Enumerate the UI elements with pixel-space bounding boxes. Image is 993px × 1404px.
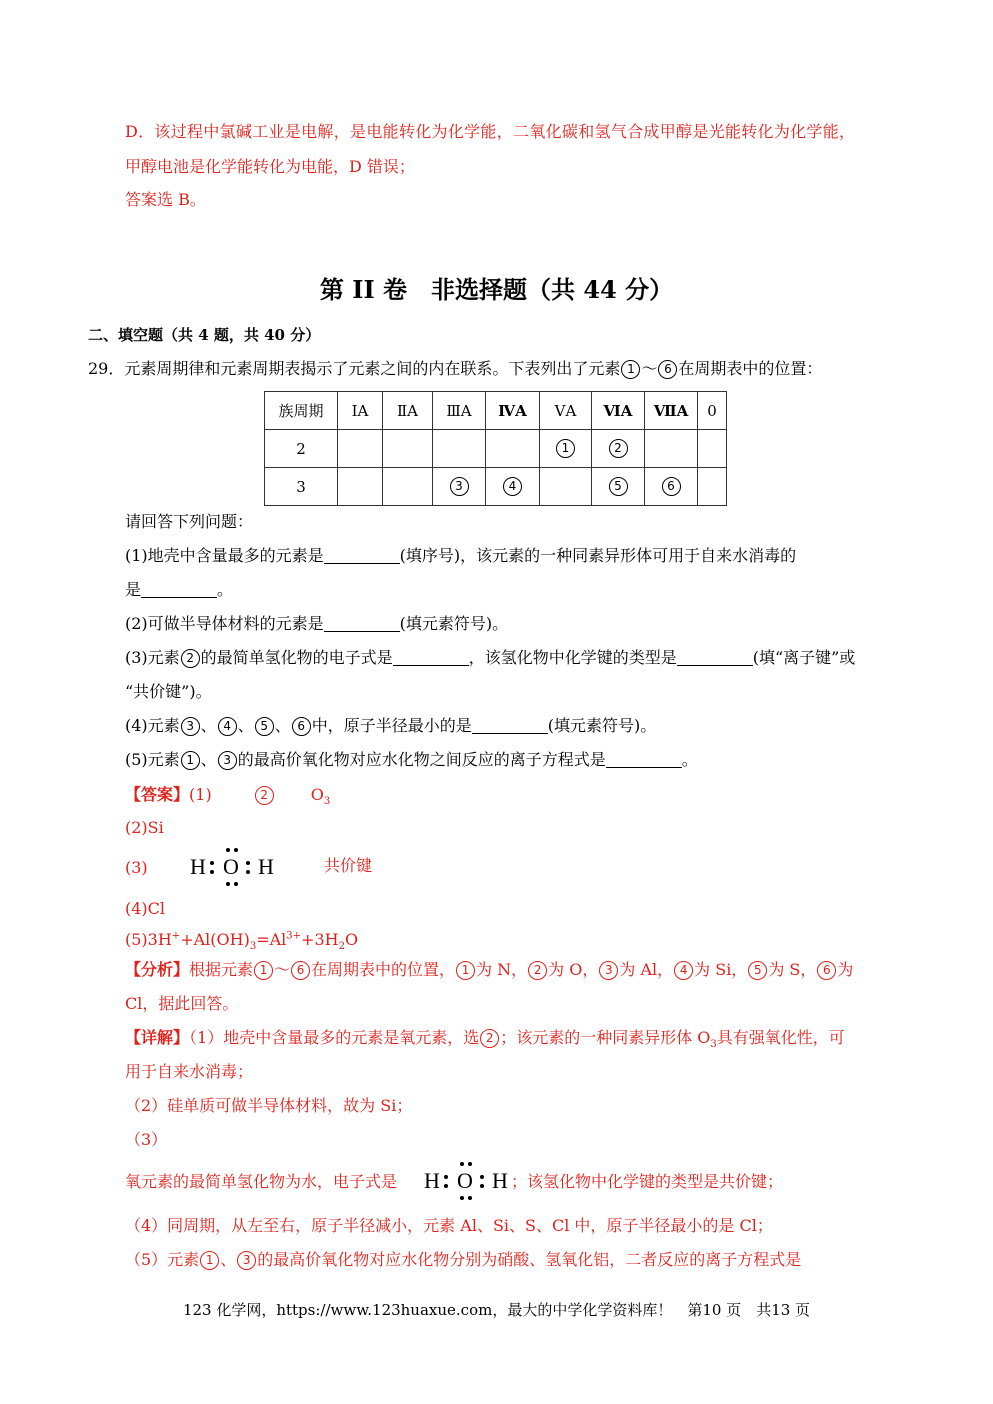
answer-line-2: (2)Si — [125, 818, 164, 837]
answer-line-3-label: (3) — [125, 858, 148, 877]
section-title: 第 II 卷 非选择题（共 44 分） — [319, 275, 674, 304]
analysis-text: ～ — [274, 960, 291, 979]
lewis-structure-water — [190, 848, 280, 888]
electron-dot — [444, 1175, 448, 1179]
table-cell — [383, 468, 433, 506]
table-header-cell: ⅥA — [592, 392, 645, 430]
sub-question-3-cont: “共价键”)。 — [125, 682, 212, 701]
circle-number: 2 — [181, 649, 200, 668]
circle-number: 5 — [609, 477, 628, 496]
periodic-table — [264, 391, 727, 506]
circle-number: 4 — [218, 717, 237, 736]
prev-answer-choice: 答案选 B。 — [125, 190, 206, 209]
table-cell — [383, 430, 433, 468]
equation-part: +Al(OH) — [180, 930, 250, 949]
answer-blank[interactable] — [141, 581, 217, 598]
sub-question-2 — [125, 614, 508, 634]
detail-line-3-text: 氧元素的最简单氢化物为水，电子式是 — [125, 1172, 398, 1191]
q2-text: (填元素符号)。 — [399, 614, 509, 633]
circle-number: 6 — [662, 477, 681, 496]
table-cell — [540, 468, 592, 506]
circle-number: 1 — [556, 439, 575, 458]
circle-number: 6 — [291, 961, 310, 980]
detail-line-4: （4）同周期，从左至右，原子半径减小，元素 Al、Si、S、Cl 中，原子半径最小的是 Cl； — [125, 1216, 773, 1235]
superscript: 3+ — [286, 930, 302, 942]
q1-text: 是 — [125, 580, 142, 599]
q4-text: 中，原子半径最小的是 — [311, 716, 472, 735]
prompt: 请回答下列问题： — [125, 512, 254, 531]
electron-dot — [246, 861, 250, 865]
equation-part: +3H — [301, 930, 339, 949]
separator: 、 — [237, 716, 254, 735]
prev-answer-line-d2: 甲醇电池是化学能转化为电能，D 错误； — [125, 157, 415, 176]
detail-line-1 — [125, 1028, 845, 1051]
table-cell — [645, 468, 698, 506]
lewis-hydrogen: H — [190, 854, 206, 879]
q1-text: (1)地壳中含量最多的元素是 — [125, 546, 324, 565]
electron-dot — [460, 1196, 464, 1200]
subscript: 3 — [710, 1039, 717, 1051]
circle-number: 4 — [674, 961, 693, 980]
table-cell: 3 — [265, 468, 338, 506]
table-cell — [698, 430, 727, 468]
subscript: 3 — [323, 796, 331, 808]
circle-number: 3 — [181, 717, 200, 736]
separator: 、 — [200, 750, 217, 769]
detail-text: 具有强氧化性，可 — [716, 1028, 845, 1047]
table-row — [265, 468, 727, 506]
circle-number: 3 — [599, 961, 618, 980]
circle-number: 2 — [609, 439, 628, 458]
q1-text: (填序号)，该元素的一种同素异形体可用于自来水消毒的 — [399, 546, 797, 565]
electron-dot — [210, 861, 214, 865]
electron-dot — [480, 1175, 484, 1179]
analysis-text: 为 O， — [548, 960, 599, 979]
answer-blank[interactable] — [324, 547, 400, 564]
detail-tag: 【详解】 — [125, 1028, 190, 1047]
circle-number: 3 — [218, 751, 237, 770]
detail-line-5 — [125, 1250, 801, 1270]
answer-tag: 【答案】 — [125, 785, 190, 804]
analysis-line-1 — [125, 960, 853, 980]
table-cell — [540, 430, 592, 468]
analysis-text: 为 Si， — [694, 960, 748, 979]
circle-number: 2 — [255, 786, 274, 805]
detail-text: （1）地壳中含量最多的元素是氧元素，选 — [189, 1028, 480, 1047]
circle-number: 2 — [480, 1029, 499, 1048]
separator: 、 — [200, 716, 217, 735]
table-header-cell: 0 — [698, 392, 727, 430]
table-header-cell: ⅣA — [486, 392, 540, 430]
electron-dot — [210, 870, 214, 874]
table-cell — [338, 468, 383, 506]
stem-tilde: ～ — [641, 359, 658, 378]
detail-line-2: （2）硅单质可做半导体材料，故为 Si； — [125, 1096, 413, 1115]
detail-line-3: （3） — [125, 1130, 168, 1149]
table-cell — [592, 468, 645, 506]
answer-bond-type: 共价键 — [324, 856, 373, 875]
equation-part: O — [344, 930, 359, 949]
circle-number: 4 — [503, 477, 522, 496]
electron-dot — [246, 870, 250, 874]
circle-number: 3 — [237, 1251, 256, 1270]
stem-text: 元素周期律和元素周期表揭示了元素之间的内在联系。下表列出了元素 — [124, 359, 621, 378]
table-row — [265, 430, 727, 468]
table-cell: 2 — [265, 430, 338, 468]
analysis-text: 根据元素 — [189, 960, 254, 979]
answer-line-4: (4)Cl — [125, 899, 166, 918]
q4-text: (填元素符号)。 — [547, 716, 657, 735]
circle-number: 1 — [181, 751, 200, 770]
q2-text: (2)可做半导体材料的元素是 — [125, 614, 324, 633]
sub-question-5 — [125, 750, 698, 770]
lewis-oxygen: O — [457, 1168, 473, 1193]
sub-question-3 — [125, 648, 855, 668]
circle-number: 2 — [528, 961, 547, 980]
electron-dot — [468, 1162, 472, 1166]
table-cell — [486, 430, 540, 468]
detail-text: 的最高价氧化物对应水化物分别为硝酸、氢氧化铝，二者反应的离子方程式是 — [257, 1250, 802, 1269]
analysis-text: 为 — [837, 960, 854, 979]
answer-label: (1) — [189, 785, 212, 804]
circle-number: 5 — [748, 961, 767, 980]
circle-number: 1 — [456, 961, 475, 980]
table-header-cell: ⅢA — [433, 392, 486, 430]
table-cell — [645, 430, 698, 468]
table-cell — [433, 468, 486, 506]
table-header-cell: ⅠA — [338, 392, 383, 430]
circle-number: 1 — [254, 961, 273, 980]
answer-blank[interactable] — [606, 751, 682, 768]
electron-dot — [480, 1184, 484, 1188]
answer-blank[interactable] — [677, 649, 753, 666]
table-header-cell: ⅦA — [645, 392, 698, 430]
lewis-hydrogen: H — [258, 854, 274, 879]
electron-dot — [460, 1162, 464, 1166]
table-cell — [592, 430, 645, 468]
table-header-row — [265, 392, 727, 430]
answer-blank[interactable] — [472, 717, 548, 734]
table-header-cell: 族周期 — [265, 392, 338, 430]
page-footer: 123 化学网，https://www.123huaxue.com，最大的中学化学资料库！ 第10 页 共13 页 — [182, 1301, 811, 1319]
detail-line-1-cont: 用于自来水消毒； — [125, 1062, 254, 1081]
separator: 、 — [220, 1250, 237, 1269]
circle-number: 1 — [200, 1251, 219, 1270]
table-header-cell: ⅡA — [383, 392, 433, 430]
q1-text: 。 — [217, 580, 234, 599]
analysis-text: 在周期表中的位置， — [311, 960, 456, 979]
electron-dot — [234, 848, 238, 852]
lewis-structure-water-detail — [424, 1162, 514, 1202]
table-cell — [433, 430, 486, 468]
q5-text: (5)元素 — [125, 750, 180, 769]
stem-text: 在周期表中的位置： — [678, 359, 823, 378]
circle-number: 5 — [255, 717, 274, 736]
lewis-oxygen: O — [223, 854, 239, 879]
q3-text: (填“离子键”或 — [752, 648, 856, 667]
lewis-hydrogen: H — [492, 1168, 508, 1193]
answer-line-5 — [125, 930, 359, 953]
table-header-cell: ⅤA — [540, 392, 592, 430]
electron-dot — [444, 1184, 448, 1188]
part-heading: 二、填空题（共 4 题，共 40 分） — [88, 326, 321, 344]
q3-text: (3)元素 — [125, 648, 180, 667]
q3-text: ，该氢化物中化学键的类型是 — [468, 648, 677, 667]
circle-number: 3 — [450, 477, 469, 496]
electron-dot — [226, 882, 230, 886]
q5-text: 的最高价氧化物对应水化物之间反应的离子方程式是 — [237, 750, 606, 769]
sub-question-1 — [125, 546, 796, 566]
analysis-line-2: Cl，据此回答。 — [125, 994, 239, 1013]
table-cell — [486, 468, 540, 506]
answer-blank[interactable] — [393, 649, 469, 666]
electron-dot — [468, 1196, 472, 1200]
question-stem — [88, 359, 822, 379]
analysis-tag: 【分析】 — [125, 960, 190, 979]
detail-text: ；该元素的一种同素异形体 O — [500, 1028, 711, 1047]
circle-number: 1 — [621, 360, 640, 379]
circle-number: 6 — [292, 717, 311, 736]
answer-line-1 — [125, 785, 331, 808]
superscript: + — [171, 930, 181, 942]
sub-question-4 — [125, 716, 656, 736]
lewis-hydrogen: H — [424, 1168, 440, 1193]
circle-number: 6 — [817, 961, 836, 980]
subscript: 3 — [249, 941, 257, 953]
subscript: 2 — [338, 941, 345, 953]
equation-part: (5)3H — [125, 930, 172, 949]
circle-number: 6 — [658, 360, 677, 379]
equation-part: =Al — [256, 930, 287, 949]
analysis-text: 为 N， — [476, 960, 528, 979]
detail-line-3-tail: ；该氢化物中化学键的类型是共价键； — [511, 1172, 784, 1191]
electron-dot — [226, 848, 230, 852]
sub-question-1-cont — [125, 580, 233, 600]
analysis-text: 为 Al， — [619, 960, 674, 979]
table-cell — [698, 468, 727, 506]
q4-text: (4)元素 — [125, 716, 180, 735]
q3-text: 的最简单氢化物的电子式是 — [200, 648, 393, 667]
analysis-text: 为 S， — [768, 960, 817, 979]
prev-answer-line-d1: D．该过程中氯碱工业是电解，是电能转化为化学能，二氧化碳和氢气合成甲醇是光能转化为化学能， — [125, 122, 856, 141]
question-number: 29． — [88, 359, 125, 378]
answer-blank[interactable] — [324, 615, 400, 632]
q5-text: 。 — [681, 750, 698, 769]
electron-dot — [234, 882, 238, 886]
table-cell — [338, 430, 383, 468]
answer-formula: O — [310, 785, 324, 804]
detail-text: （5）元素 — [125, 1250, 200, 1269]
separator: 、 — [274, 716, 291, 735]
